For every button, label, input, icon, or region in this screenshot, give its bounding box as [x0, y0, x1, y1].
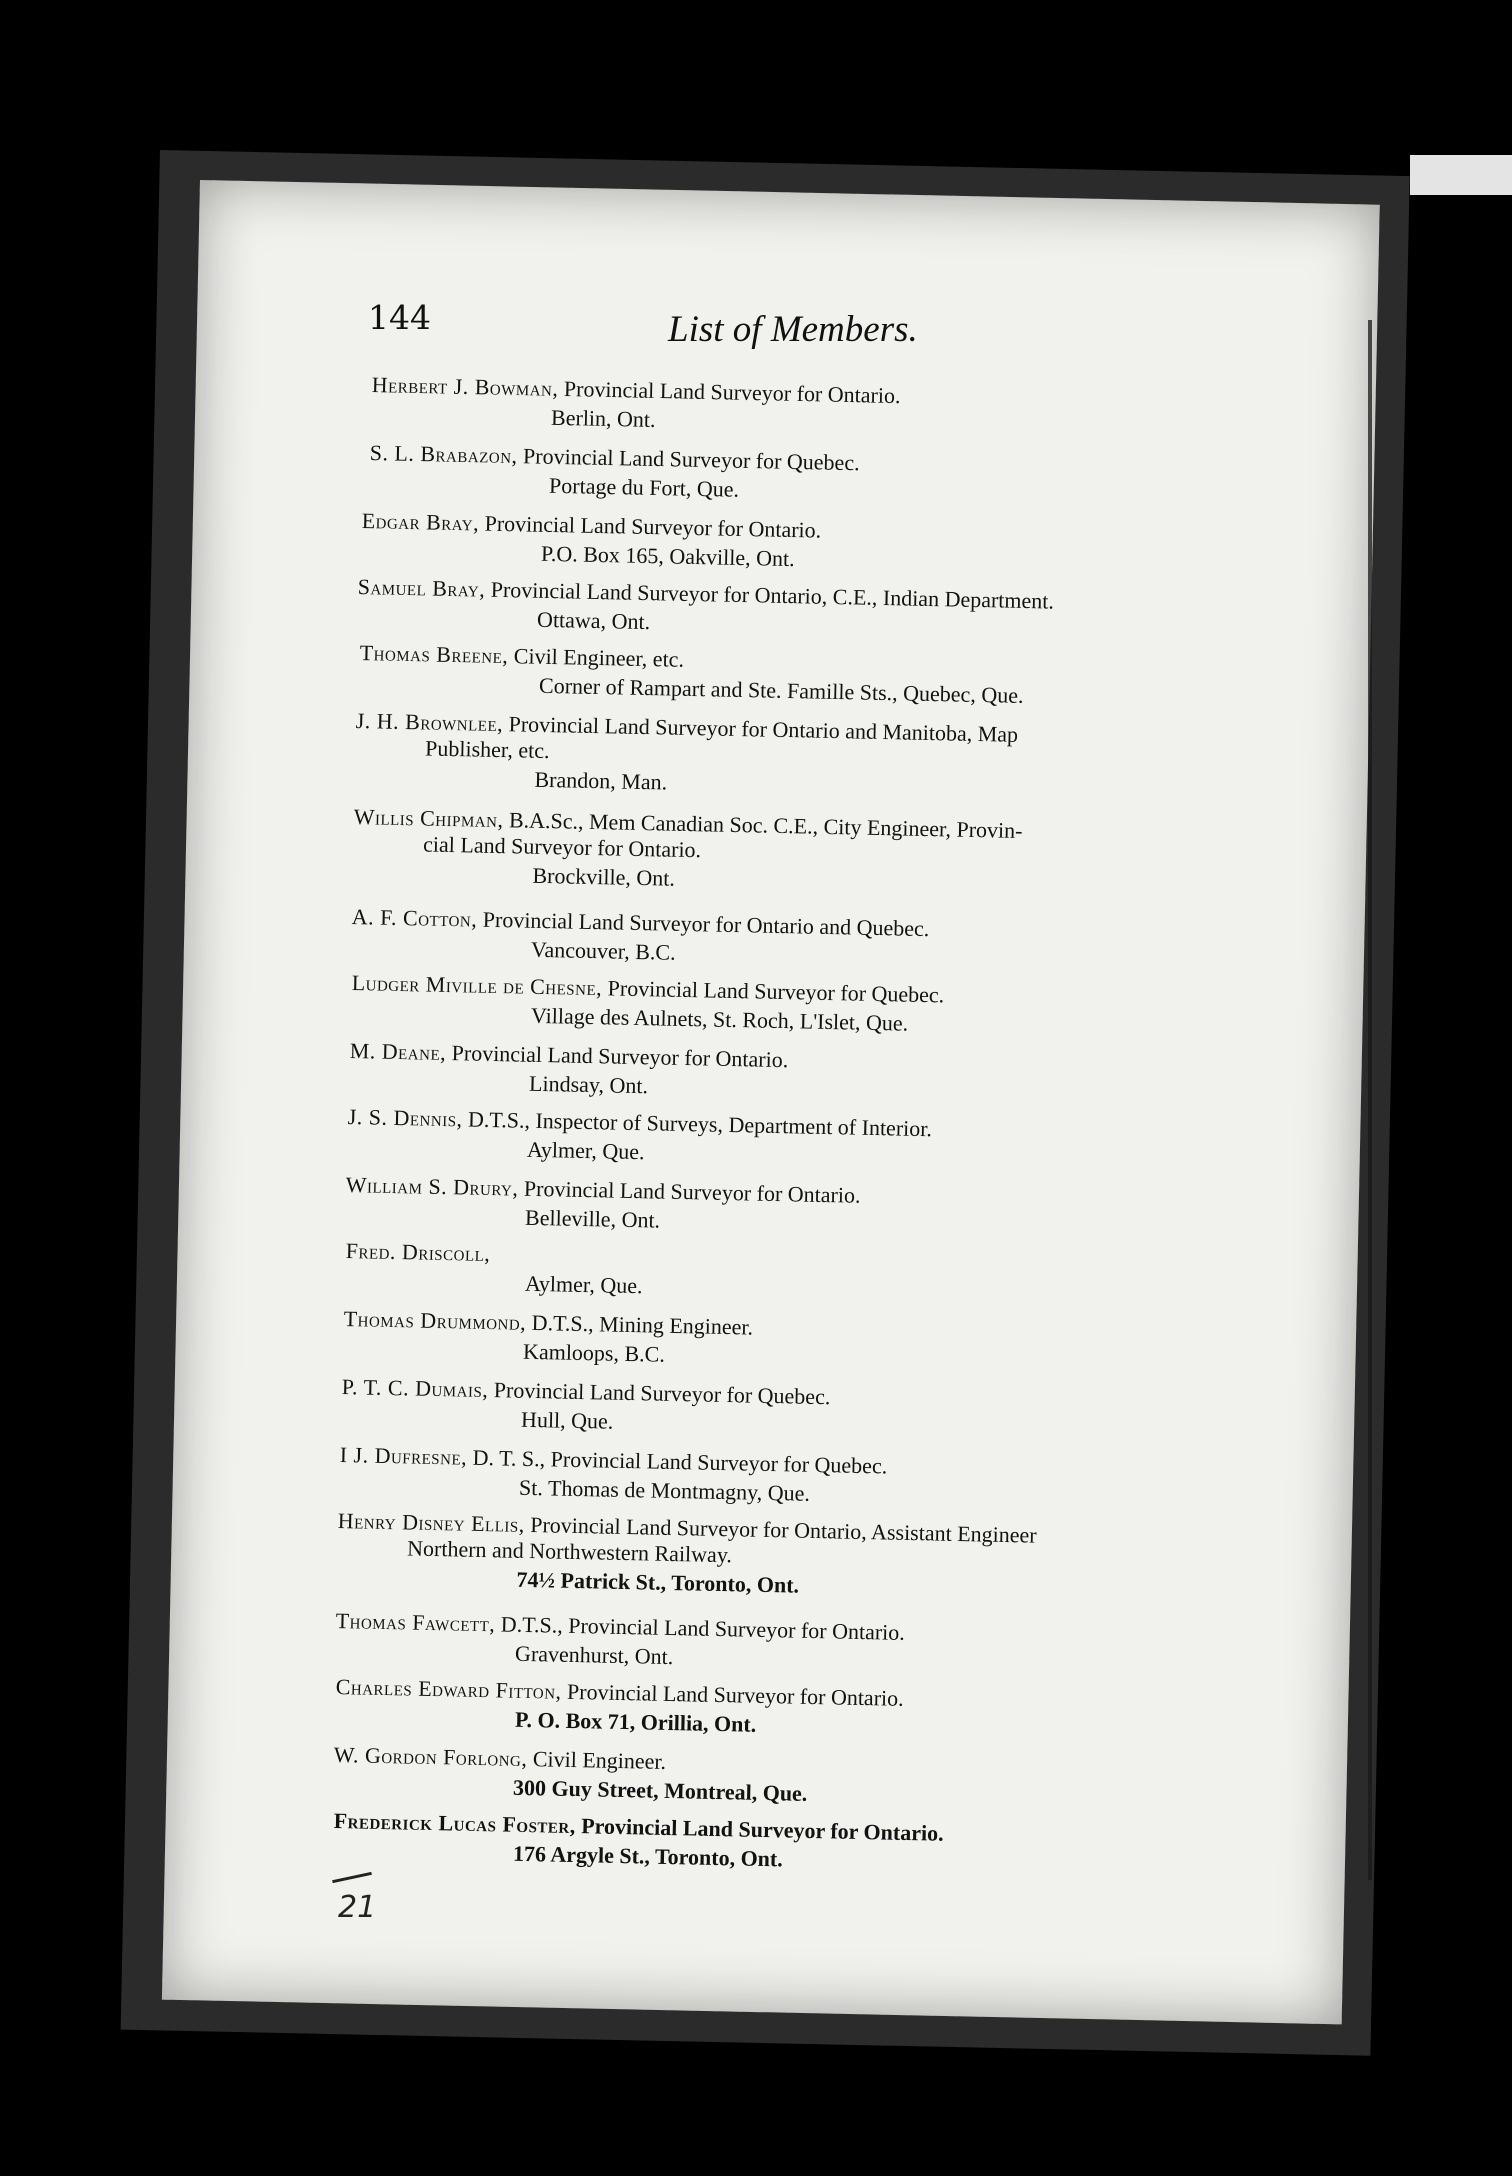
member-name: Thomas Fawcett, [335, 1608, 496, 1637]
member-description: Provincial Land Surveyor for Ontario and Manitoba, Map [502, 711, 1019, 747]
member-name: P. T. C. Dumais, [341, 1374, 489, 1403]
member-address: 176 Argyle St., Toronto, Ont. [512, 1840, 784, 1872]
member-description: D.T.S., Provincial Land Surveyor for Ontario. [495, 1611, 906, 1645]
member-description: Provincial Land Surveyor for Ontario. [445, 1040, 789, 1073]
member-entry [351, 904, 930, 971]
member-name: William S. Drury, [345, 1172, 519, 1201]
member-description: Provincial Land Surveyor for Ontario and Quebec. [477, 906, 930, 942]
member-name: Ludger Miville de Chesne, [351, 970, 603, 1001]
member-address: Lindsay, Ont. [528, 1070, 649, 1099]
member-description: B.A.Sc., Mem Canadian Soc. C.E., City Engineer, Provin- [503, 807, 1023, 844]
member-description: Provincial Land Surveyor for Quebec. [517, 443, 860, 476]
member-name: Thomas Drummond, [343, 1306, 527, 1335]
member-name: I J. Dufresne, [339, 1442, 468, 1470]
member-description-continued: Northern and Northwestern Railway. [406, 1535, 733, 1568]
member-name: M. Deane, [349, 1038, 447, 1066]
member-address: Ottawa, Ont. [536, 606, 651, 635]
member-description: Provincial Land Surveyor for Quebec. [488, 1377, 831, 1410]
member-entry [349, 1038, 789, 1102]
handwritten-margin-note: 21 [338, 1890, 377, 1925]
member-address: Vancouver, B.C. [530, 936, 676, 965]
member-entry [333, 1808, 944, 1876]
member-entry [354, 708, 1018, 803]
member-address: P. O. Box 71, Orillia, Ont. [514, 1706, 757, 1737]
member-name: Samuel Bray, [357, 574, 486, 602]
member-name: Willis Chipman, [353, 804, 504, 833]
member-entry [345, 1172, 861, 1238]
member-entry [333, 1742, 808, 1807]
member-entry [345, 1238, 644, 1299]
member-address: Brockville, Ont. [532, 862, 676, 891]
member-description: Provincial Land Surveyor for Ontario. [575, 1813, 944, 1846]
member-entry [343, 1306, 753, 1370]
member-name: Charles Edward Fitton, [335, 1674, 562, 1704]
member-description: D. T. S., Provincial Land Surveyor for Quebec. [466, 1444, 888, 1479]
member-entry [341, 1374, 831, 1439]
running-head: List of Members. [668, 309, 918, 350]
member-address: P.O. Box 165, Oakville, Ont. [540, 540, 795, 572]
member-description: D.T.S., Inspector of Surveys, Department of Interior. [462, 1106, 933, 1142]
member-address: 74½ Patrick St., Toronto, Ont. [516, 1566, 800, 1598]
member-description: Provincial Land Surveyor for Quebec. [601, 975, 945, 1008]
member-entry [347, 1104, 932, 1171]
member-description: Provincial Land Surveyor for Ontario. [518, 1175, 861, 1208]
member-entry [339, 1442, 888, 1508]
member-address: 300 Guy Street, Montreal, Que. [512, 1774, 808, 1806]
member-entry [369, 440, 860, 505]
member-entry [352, 804, 1022, 899]
member-entry [359, 640, 1025, 709]
member-entry [361, 508, 822, 573]
member-entry [336, 1508, 1037, 1604]
member-name: J. H. Brownlee, [355, 708, 504, 737]
member-description-continued: cial Land Surveyor for Ontario. [422, 831, 702, 863]
member-address: Kamloops, B.C. [522, 1338, 666, 1367]
member-name: Herbert J. Bowman, [371, 372, 559, 401]
member-entry [335, 1608, 905, 1675]
member-address: Berlin, Ont. [550, 404, 656, 432]
member-description: D.T.S., Mining Engineer. [525, 1309, 754, 1340]
member-address: Belleville, Ont. [524, 1204, 661, 1233]
member-entry [351, 970, 945, 1037]
member-address: Village des Aulnets, St. Roch, L'Islet, Que. [530, 1002, 909, 1036]
member-name: J. S. Dennis, [347, 1104, 463, 1132]
member-entry [335, 1674, 904, 1741]
member-address: Corner of Rampart and Ste. Famille Sts., Quebec, Que. [538, 672, 1024, 708]
member-name: S. L. Brabazon, [369, 440, 518, 469]
member-address: Brandon, Man. [534, 766, 668, 795]
member-description: Provincial Land Surveyor for Ontario. [558, 375, 901, 409]
member-address: St. Thomas de Montmagny, Que. [518, 1474, 811, 1506]
member-address: Aylmer, Que. [524, 1270, 643, 1299]
member-name: W. Gordon Forlong, [333, 1742, 528, 1772]
member-address: Gravenhurst, Ont. [514, 1640, 674, 1670]
member-name: Thomas Breene, [359, 640, 509, 669]
member-address: Aylmer, Que. [526, 1136, 645, 1165]
member-name: A. F. Cotton, [351, 904, 478, 932]
member-description: Provincial Land Surveyor for Ontario, C.E., Indian Department. [484, 576, 1055, 614]
member-description: Provincial Land Surveyor for Ontario. [478, 510, 822, 543]
member-name: Fred. Driscoll, [345, 1238, 491, 1267]
member-description: Provincial Land Surveyor for Ontario. [561, 1678, 904, 1711]
member-description: Civil Engineer, etc. [508, 643, 685, 672]
member-address: Portage du Fort, Que. [548, 472, 740, 502]
member-name: Edgar Bray, [361, 508, 480, 536]
member-name: Frederick Lucas Foster, [333, 1808, 577, 1839]
member-description: Civil Engineer. [527, 1746, 667, 1774]
member-address: Hull, Que. [520, 1406, 614, 1434]
member-entry [371, 372, 901, 438]
member-entry [357, 574, 1054, 644]
member-description: Provincial Land Surveyor for Ontario, Assistant Engineer [524, 1511, 1037, 1548]
member-description-continued: Publisher, etc. [424, 735, 550, 764]
page-number: 144 [368, 298, 431, 337]
member-name: Henry Disney Ellis, [337, 1508, 526, 1537]
